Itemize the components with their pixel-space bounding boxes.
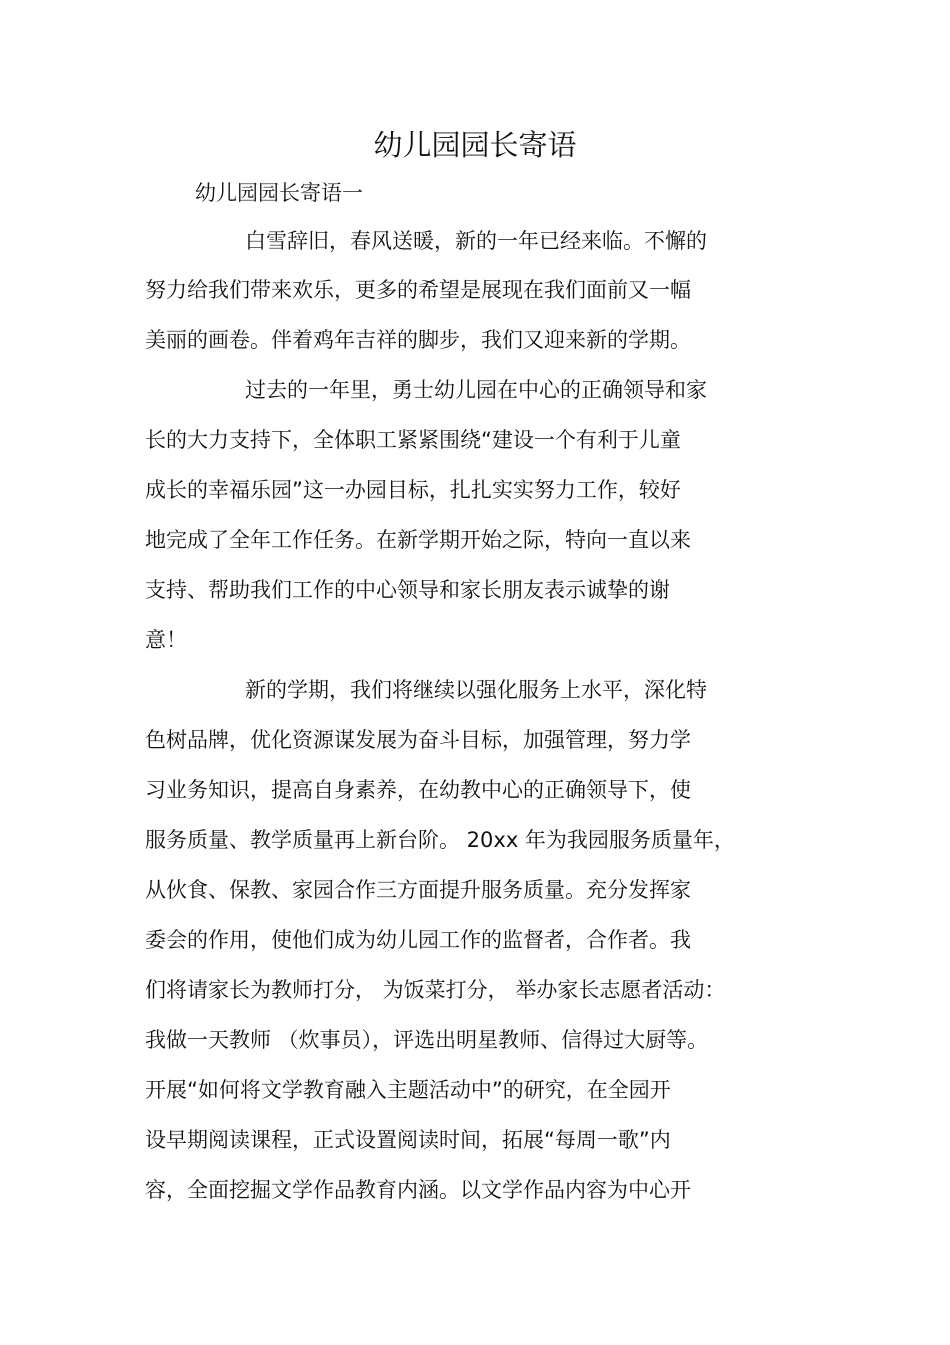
paragraph-line: 过去的一年里，勇士幼儿园在中心的正确领导和家 — [245, 378, 707, 402]
paragraph-line: 色树品牌，优化资源谋发展为奋斗目标，加强管理，努力学 — [145, 728, 691, 752]
paragraph-line: 白雪辞旧，春风送暖，新的一年已经来临。不懈的 — [245, 229, 707, 253]
paragraph-line: 努力给我们带来欢乐，更多的希望是展现在我们面前又一幅 — [145, 278, 691, 302]
paragraph-line: 成长的幸福乐园”这一办园目标，扎扎实实努力工作，较好 — [145, 478, 681, 502]
document-subtitle: 幼儿园园长寄语一 — [195, 181, 363, 205]
paragraph-line: 开展“如何将文学教育融入主题活动中”的研究，在全园开 — [145, 1078, 671, 1102]
paragraph-line: 们将请家长为教师打分， 为饭菜打分， 举办家长志愿者活动： — [145, 978, 726, 1002]
paragraph-line: 美丽的画卷。伴着鸡年吉祥的脚步，我们又迎来新的学期。 — [145, 328, 691, 352]
paragraph-line: 设早期阅读课程，正式设置阅读时间，拓展“每周一歌”内 — [145, 1128, 671, 1152]
document-title: 幼儿园园长寄语 — [373, 128, 577, 162]
paragraph-line: 我做一天教师 （炊事员），评选出明星教师、信得过大厨等。 — [145, 1028, 709, 1052]
paragraph-line: 支持、帮助我们工作的中心领导和家长朋友表示诚挚的谢 — [145, 578, 670, 602]
paragraph-line: 委会的作用，使他们成为幼儿园工作的监督者，合作者。我 — [145, 928, 691, 952]
paragraph-line: 从伙食、保教、家园合作三方面提升服务质量。充分发挥家 — [145, 878, 691, 902]
paragraph-line: 容，全面挖掘文学作品教育内涵。以文学作品内容为中心开 — [145, 1178, 691, 1202]
paragraph-line: 意！ — [145, 628, 187, 652]
paragraph-line: 习业务知识，提高自身素养，在幼教中心的正确领导下，使 — [145, 778, 691, 802]
paragraph-line: 长的大力支持下，全体职工紧紧围绕“建设一个有利于儿童 — [145, 428, 681, 452]
paragraph-line: 服务质量、教学质量再上新台阶。 20xx 年为我园服务质量年， — [145, 828, 735, 852]
paragraph-line: 地完成了全年工作任务。在新学期开始之际，特向一直以来 — [145, 528, 691, 552]
paragraph-line: 新的学期，我们将继续以强化服务上水平，深化特 — [245, 678, 707, 702]
